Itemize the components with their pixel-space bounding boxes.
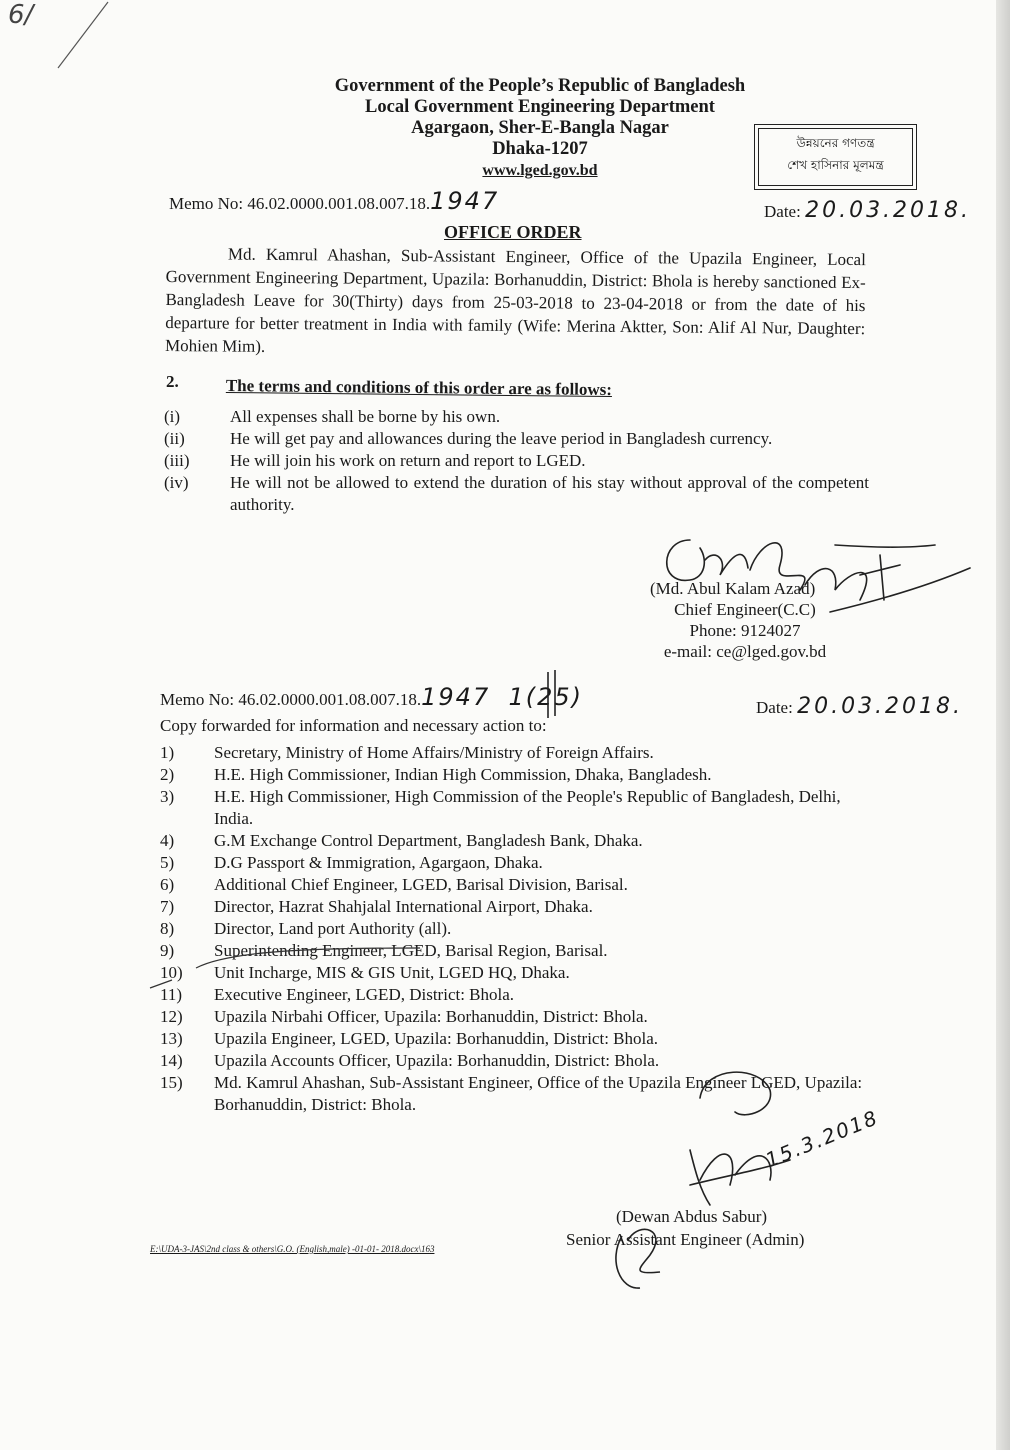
page-edge-shadow bbox=[996, 0, 1010, 1450]
copy-text: G.M Exchange Control Department, Bangladesh Bank, Dhaka. bbox=[214, 831, 643, 850]
copy-item bbox=[160, 896, 870, 918]
copy-text: Md. Kamrul Ahashan, Sub-Assistant Engineer, Office of the Upazila Engineer LGED, Upazila: Borhanuddin, District: Bhola. bbox=[214, 1073, 863, 1114]
copy-number: 12) bbox=[160, 1007, 183, 1026]
memo-number-2 bbox=[160, 683, 583, 711]
memo-handwritten-suffix-2: 1(25) bbox=[508, 683, 584, 711]
letterhead-line-1: Government of the People’s Republic of Bangladesh bbox=[334, 76, 746, 96]
office-order-title: OFFICE ORDER bbox=[444, 222, 582, 242]
copy-text: Additional Chief Engineer, LGED, Barisal Division, Barisal. bbox=[214, 875, 628, 894]
corner-pen-stroke bbox=[0, 0, 140, 80]
letterhead bbox=[270, 76, 810, 181]
copy-number: 5) bbox=[160, 853, 175, 872]
copy-text: Superintending Engineer, LGED, Barisal Region, Barisal. bbox=[214, 941, 608, 960]
copy-item bbox=[160, 962, 870, 984]
copy-item bbox=[160, 764, 870, 786]
memo-date-2 bbox=[756, 694, 963, 719]
section-title: The terms and conditions of this order are as follows: bbox=[225, 376, 613, 400]
copy-text: H.E. High Commissioner, Indian High Commission, Dhaka, Bangladesh. bbox=[214, 765, 712, 784]
signatory-1-name: (Md. Abul Kalam Azad) bbox=[650, 579, 816, 598]
copy-text: Director, Land port Authority (all). bbox=[214, 919, 452, 938]
terms-list bbox=[164, 406, 869, 516]
copy-item bbox=[160, 830, 870, 852]
memo-label-2: Memo No: 46.02.0000.001.08.007.18. bbox=[160, 690, 422, 709]
term-number: (i) bbox=[164, 407, 181, 426]
term-item bbox=[164, 472, 869, 516]
page-number-mark: 6/ bbox=[8, 0, 34, 30]
copy-item bbox=[160, 918, 870, 940]
copy-number: 2) bbox=[160, 765, 175, 784]
copy-item bbox=[160, 742, 870, 764]
slogan-stamp bbox=[754, 124, 917, 190]
date-label-1: Date: bbox=[764, 202, 801, 221]
copy-text: D.G Passport & Immigration, Agargaon, Dhaka. bbox=[214, 853, 543, 872]
copy-text: Upazila Accounts Officer, Upazila: Borhanuddin, District: Bhola. bbox=[214, 1051, 660, 1070]
section-number: 2. bbox=[166, 372, 179, 391]
letterhead-line-3: Agargaon, Sher-E-Bangla Nagar bbox=[411, 118, 669, 138]
memo-handwritten-no-2: 1947 bbox=[421, 683, 491, 711]
copy-text: Upazila Engineer, LGED, Upazila: Borhanuddin, District: Bhola. bbox=[214, 1029, 659, 1048]
signature-block-2 bbox=[566, 1205, 804, 1251]
copy-text: H.E. High Commissioner, High Commission of the People's Republic of Bangladesh, Delhi, India. bbox=[214, 787, 841, 828]
copy-text: Director, Hazrat Shahjalal International Airport, Dhaka. bbox=[214, 897, 593, 916]
file-path-footer: E:\UDA-3-JAS\2nd class & others\G.O. (English,male) -01-01- 2018.docx\163 bbox=[150, 1244, 435, 1254]
signatory-1-email: e-mail: ce@lged.gov.bd bbox=[663, 642, 827, 661]
copy-item bbox=[160, 1050, 870, 1072]
signatory-1-designation: Chief Engineer(C.C) bbox=[674, 600, 816, 619]
copy-text: Unit Incharge, MIS & GIS Unit, LGED HQ, Dhaka. bbox=[214, 963, 570, 982]
term-number: (ii) bbox=[164, 429, 185, 448]
copy-number: 14) bbox=[160, 1051, 183, 1070]
copy-number: 8) bbox=[160, 919, 175, 938]
copy-number: 1) bbox=[160, 743, 175, 762]
letterhead-line-2: Local Government Engineering Department bbox=[365, 97, 715, 117]
copy-number: 15) bbox=[160, 1073, 183, 1092]
memo-date-1 bbox=[764, 198, 971, 223]
memo-number-1 bbox=[169, 187, 499, 215]
order-paragraph-text: Md. Kamrul Ahashan, Sub-Assistant Engineer, Office of the Upazila Engineer, Local Government Engineering Department, Upazila: Borhanuddin, District: Bhola is hereby sanctioned Ex-Bangladesh Leave for 30(Thirty) days from 25-03-2018 to 23-04-2018 or from the date of his departure for better treatment in India with family (Wife: Merina Aktter, Son: Alif Al Nur, Daughter: Mohien Mim). bbox=[165, 244, 866, 356]
date-handwritten-1: 20.03.2018. bbox=[805, 198, 972, 223]
date-handwritten-2: 20.03.2018. bbox=[797, 694, 964, 719]
copy-item bbox=[160, 1006, 870, 1028]
copy-list bbox=[160, 742, 870, 1116]
copy-number: 6) bbox=[160, 875, 175, 894]
signature-block-1 bbox=[650, 578, 840, 662]
copy-intro: Copy forwarded for information and necessary action to: bbox=[160, 716, 547, 735]
term-text: He will not be allowed to extend the duration of his stay without approval of the competent authority. bbox=[230, 473, 869, 514]
copy-item bbox=[160, 1028, 870, 1050]
term-item bbox=[164, 428, 869, 450]
stamp-line-1: উন্নয়নের গণতন্ত্র bbox=[796, 136, 875, 150]
copy-number: 11) bbox=[160, 985, 183, 1004]
term-text: He will join his work on return and report to LGED. bbox=[230, 451, 586, 470]
term-item bbox=[164, 450, 869, 472]
term-number: (iv) bbox=[164, 473, 189, 492]
signatory-2-name: (Dewan Abdus Sabur) bbox=[616, 1207, 768, 1226]
term-item bbox=[164, 406, 869, 428]
memo-handwritten-no-1: 1947 bbox=[430, 187, 500, 215]
signatory-2-designation: Senior Assistant Engineer (Admin) bbox=[566, 1230, 805, 1249]
letterhead-line-4: Dhaka-1207 bbox=[492, 139, 588, 159]
handwritten-receipt-date: 15.3.2018 bbox=[762, 1105, 883, 1173]
copy-text: Upazila Nirbahi Officer, Upazila: Borhanuddin, District: Bhola. bbox=[214, 1007, 648, 1026]
term-number: (iii) bbox=[164, 451, 190, 470]
copy-item bbox=[160, 984, 870, 1006]
copy-number: 9) bbox=[160, 941, 175, 960]
stamp-line-2: শেখ হাসিনার মূলমন্ত্র bbox=[787, 158, 884, 172]
signatory-1-phone: Phone: 9124027 bbox=[689, 621, 801, 640]
copy-text: Executive Engineer, LGED, District: Bhola. bbox=[214, 985, 515, 1004]
copy-number: 3) bbox=[160, 787, 175, 806]
order-paragraph bbox=[165, 242, 866, 363]
copy-item bbox=[160, 1072, 870, 1116]
copy-number: 7) bbox=[160, 897, 175, 916]
copy-number: 10) bbox=[160, 963, 183, 982]
term-text: He will get pay and allowances during the leave period in Bangladesh currency. bbox=[230, 429, 773, 448]
copy-text: Secretary, Ministry of Home Affairs/Ministry of Foreign Affairs. bbox=[214, 743, 654, 762]
term-text: All expenses shall be borne by his own. bbox=[230, 407, 501, 426]
copy-item bbox=[160, 786, 870, 830]
copy-item bbox=[160, 940, 870, 962]
memo-label-1: Memo No: 46.02.0000.001.08.007.18. bbox=[169, 194, 431, 213]
copy-number: 4) bbox=[160, 831, 175, 850]
website-link[interactable]: www.lged.gov.bd bbox=[482, 162, 598, 179]
copy-item bbox=[160, 852, 870, 874]
date-label-2: Date: bbox=[756, 698, 793, 717]
copy-number: 13) bbox=[160, 1029, 183, 1048]
copy-item bbox=[160, 874, 870, 896]
